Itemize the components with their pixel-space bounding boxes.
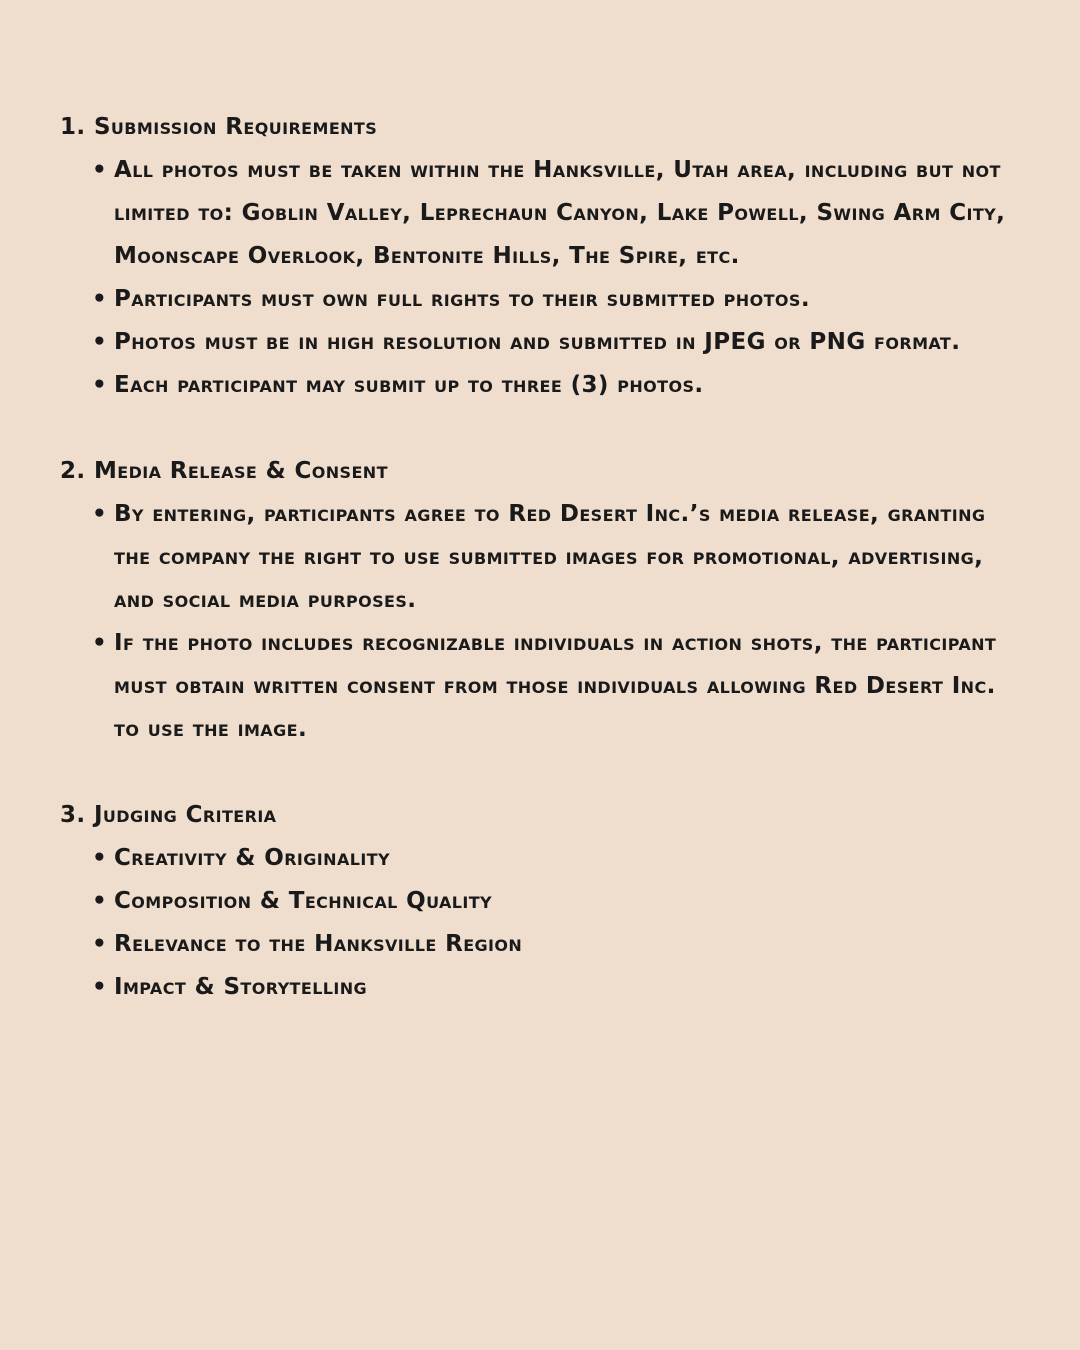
list-item [92, 837, 1020, 880]
bullet-icon: • [92, 974, 108, 1000]
bullet-icon: • [92, 501, 108, 527]
media-release-section [60, 450, 1020, 751]
media-release-list [60, 493, 1020, 751]
bullet-icon: • [92, 845, 108, 871]
bullet-icon: • [92, 157, 108, 183]
list-item [92, 149, 1020, 278]
list-item-text: By entering, participants agree to Red Desert Inc.’s media release, granting the company the right to use submitted images for promotional, advertising, and social media purposes. [114, 501, 986, 613]
list-item-text: Impact & Storytelling [114, 974, 368, 1000]
bullet-icon: • [92, 372, 108, 398]
list-item [92, 966, 1020, 1009]
list-item [92, 923, 1020, 966]
list-item-text: All photos must be taken within the Hanksville, Utah area, including but not limited to: Goblin Valley, Leprechaun Canyon, Lake Powell, Swing Arm City, Moonscape Overlook, Bentonite Hills, The Spire, etc. [114, 157, 1006, 269]
bullet-icon: • [92, 931, 108, 957]
list-item [92, 278, 1020, 321]
submission-requirements-section [60, 106, 1020, 407]
list-item-text: Each participant may submit up to three (3) photos. [114, 372, 704, 398]
list-item-text: Participants must own full rights to their submitted photos. [114, 286, 810, 312]
section-title: 2. Media Release & Consent [60, 458, 388, 484]
list-item-text: Composition & Technical Quality [114, 888, 493, 914]
list-item-text: Relevance to the Hanksville Region [114, 931, 523, 957]
bullet-icon: • [92, 286, 108, 312]
list-item [92, 321, 1020, 364]
list-item-text: Photos must be in high resolution and submitted in JPEG or PNG format. [114, 329, 961, 355]
list-item [92, 364, 1020, 407]
bullet-icon: • [92, 630, 108, 656]
list-item-text: If the photo includes recognizable individuals in action shots, the participant must obtain written consent from those individuals allowing Red Desert Inc. to use the image. [114, 630, 997, 742]
judging-criteria-list [60, 837, 1020, 1009]
list-item [92, 622, 1020, 751]
judging-criteria-section [60, 794, 1020, 1009]
submission-requirements-list [60, 149, 1020, 407]
section-title: 1. Submission Requirements [60, 114, 378, 140]
section-title: 3. Judging Criteria [60, 802, 277, 828]
list-item [92, 880, 1020, 923]
bullet-icon: • [92, 888, 108, 914]
list-item-text: Creativity & Originality [114, 845, 390, 871]
list-item [92, 493, 1020, 622]
bullet-icon: • [92, 329, 108, 355]
